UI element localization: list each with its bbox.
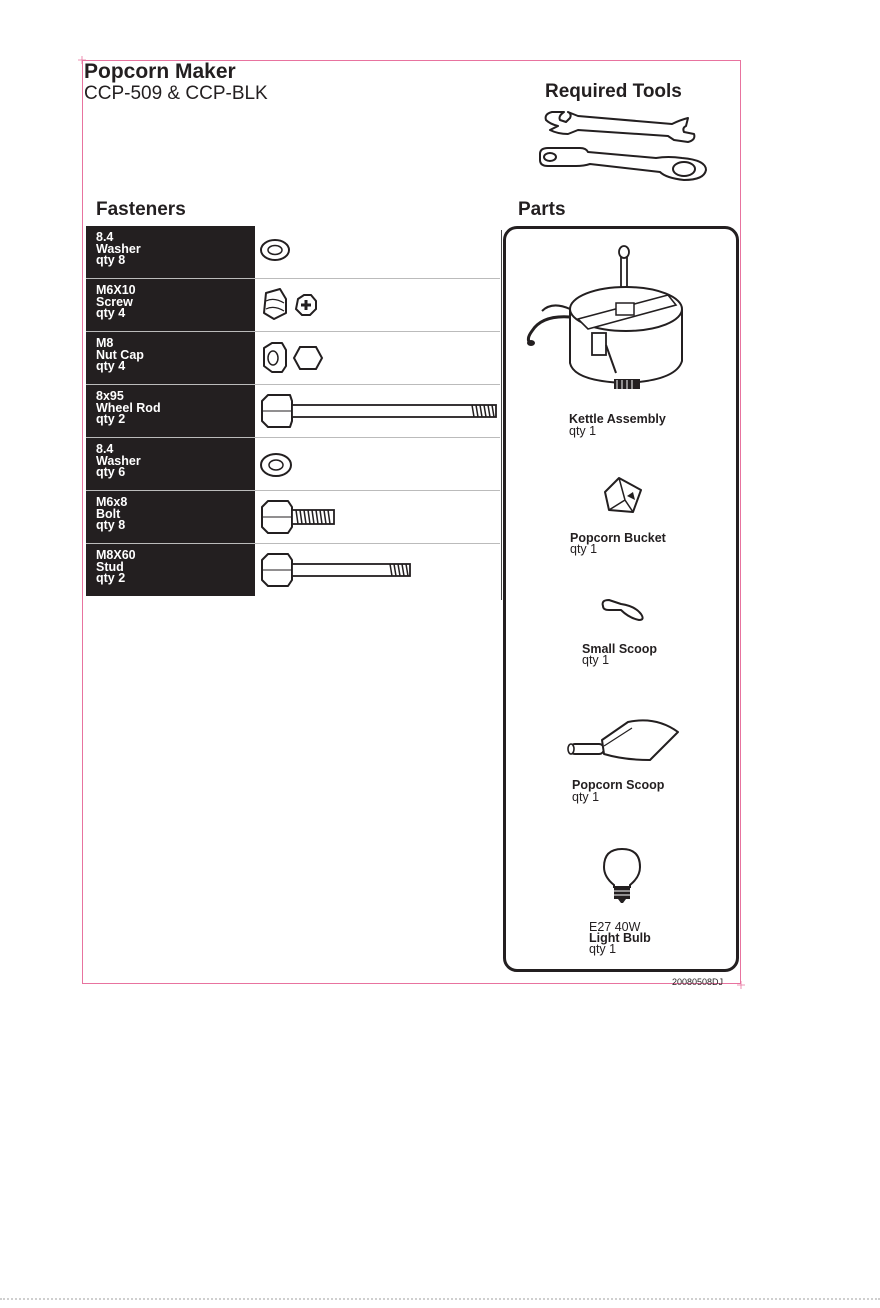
- flat-washer-icon: [258, 438, 500, 490]
- part-qty: qty 1: [582, 653, 610, 667]
- fastener-row-nut-cap: [86, 331, 500, 384]
- fastener-label: [86, 332, 255, 384]
- document-code: 20080508DJ: [672, 977, 724, 987]
- page-bottom-dots: [0, 1298, 880, 1300]
- long-rod-icon: [258, 385, 500, 437]
- part-qty: qty 1: [572, 790, 600, 804]
- popcorn-bucket-icon: [601, 474, 645, 516]
- fastener-name: Screw: [96, 294, 133, 309]
- model-numbers: CCP-509 & CCP-BLK: [84, 83, 268, 104]
- part-size: E27 40W: [589, 920, 641, 934]
- fastener-qty: qty 8: [96, 518, 126, 532]
- page-title: Popcorn Maker: [84, 60, 236, 83]
- fastener-size: 8x95: [96, 389, 124, 403]
- popcorn-scoop-icon: [564, 716, 682, 762]
- fastener-label: [86, 226, 255, 278]
- fastener-name: Nut Cap: [96, 347, 144, 362]
- fastener-qty: qty 8: [96, 253, 126, 267]
- fastener-qty: qty 4: [96, 306, 126, 320]
- crop-mark-bottom-right: [737, 981, 745, 989]
- fastener-size: 8.4: [96, 442, 114, 456]
- hex-bolt-icon: [258, 491, 500, 543]
- kettle-assembly-icon: [518, 243, 698, 393]
- fastener-row-stud: [86, 543, 500, 596]
- part-name: Kettle Assembly: [569, 412, 666, 426]
- fastener-size: M8: [96, 336, 114, 350]
- light-bulb-icon: [600, 847, 644, 905]
- stud-bolt-icon: [258, 544, 500, 596]
- fastener-qty: qty 4: [96, 359, 126, 373]
- fastener-name: Washer: [96, 241, 141, 256]
- fastener-row-wheel-rod: [86, 384, 500, 437]
- part-qty: qty 1: [570, 542, 598, 556]
- part-name: Small Scoop: [582, 642, 658, 656]
- column-divider: [501, 230, 502, 600]
- fastener-row-screw: [86, 278, 500, 331]
- fasteners-table: [86, 226, 500, 596]
- fastener-qty: qty 2: [96, 571, 126, 585]
- fastener-label: [86, 438, 255, 490]
- required-tools-heading: Required Tools: [545, 81, 682, 102]
- small-scoop-icon: [599, 598, 647, 624]
- flat-washer-icon: [258, 226, 500, 278]
- fastener-size: M8X60: [96, 548, 136, 562]
- phillips-screw-icon: [258, 279, 500, 331]
- fastener-row-bolt: [86, 490, 500, 543]
- fastener-label: [86, 544, 255, 596]
- part-name: Light Bulb: [589, 931, 651, 945]
- fastener-qty: qty 6: [96, 465, 126, 479]
- part-qty: qty 1: [569, 424, 597, 438]
- cap-nut-icon: [258, 332, 500, 384]
- part-qty: qty 1: [589, 942, 617, 956]
- fastener-label: [86, 491, 255, 543]
- fastener-row-washer-6: [86, 437, 500, 490]
- fastener-name: Wheel Rod: [96, 400, 161, 415]
- parts-heading: Parts: [518, 199, 566, 220]
- fastener-size: M6x8: [96, 495, 128, 509]
- fastener-label: [86, 385, 255, 437]
- fasteners-heading: Fasteners: [96, 199, 186, 220]
- part-name: Popcorn Bucket: [570, 531, 666, 545]
- combination-wrench-icon: [536, 146, 711, 182]
- part-name: Popcorn Scoop: [572, 778, 665, 792]
- fastener-qty: qty 2: [96, 412, 126, 426]
- fastener-name: Stud: [96, 559, 124, 574]
- open-end-wrench-icon: [542, 110, 700, 144]
- fastener-name: Bolt: [96, 506, 121, 521]
- fastener-size: 8.4: [96, 230, 114, 244]
- fastener-size: M6X10: [96, 283, 136, 297]
- fastener-row-washer-8: [86, 226, 500, 278]
- fastener-name: Washer: [96, 453, 141, 468]
- fastener-label: [86, 279, 255, 331]
